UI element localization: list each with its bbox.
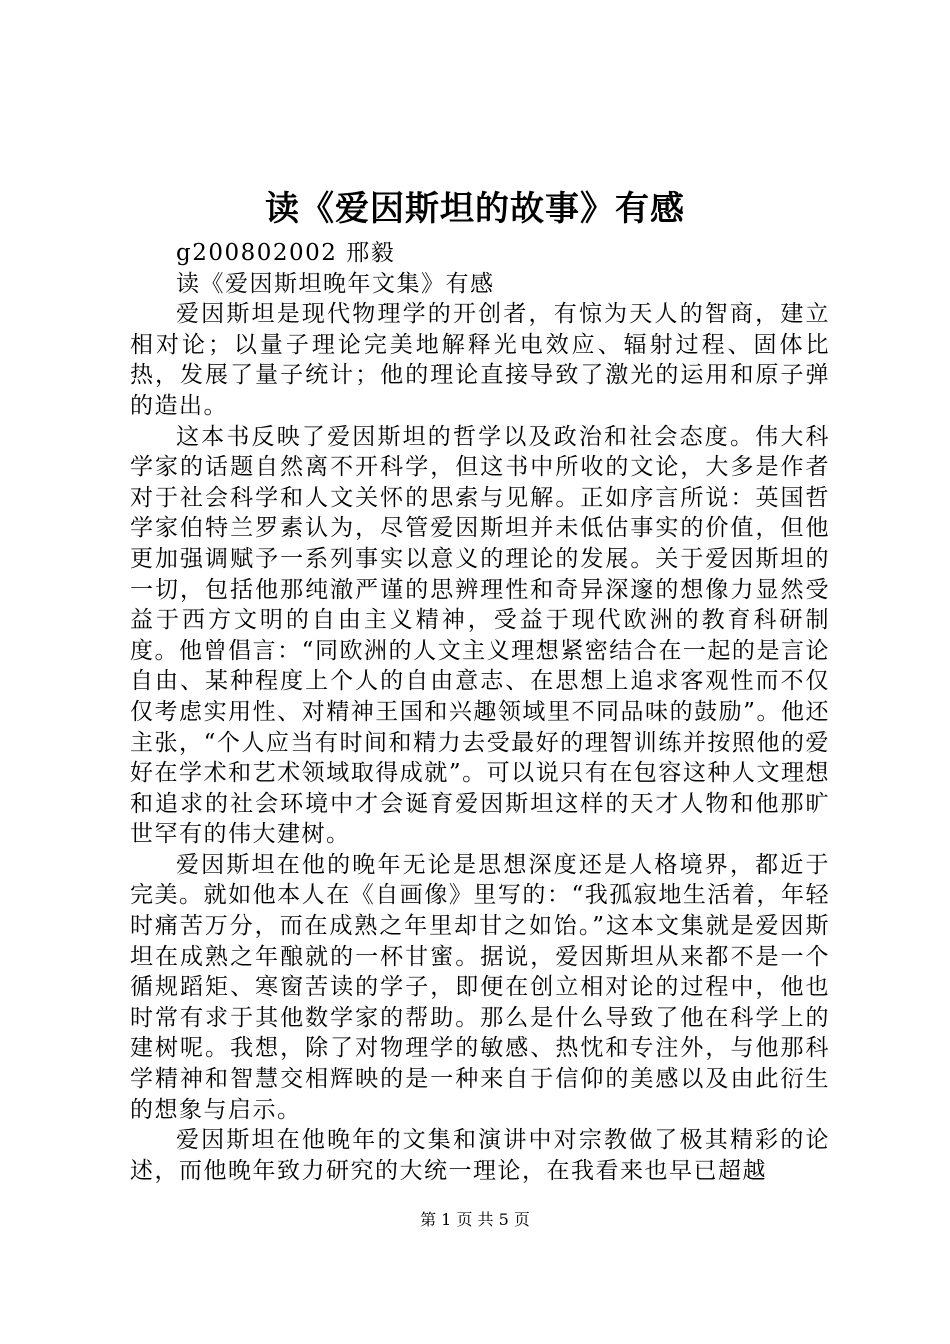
- page-footer: 第 1 页 共 5 页: [420, 1210, 530, 1229]
- paragraph-1: 爱因斯坦是现代物理学的开创者，有惊为天人的智商，建立相对论；以量子理论完美地解释光电效应、辐射过程、固体比热，发展了量子统计；他的理论直接导致了激光的运用和原子弹的造出。: [130, 301, 830, 419]
- author-line: g200802002 邢毅: [176, 240, 396, 266]
- document-title: 读《爱因斯坦的故事》有感: [265, 189, 685, 229]
- paragraph-4: 爱因斯坦在他晚年的文集和演讲中对宗教做了极其精彩的论述，而他晚年致力研究的大统一理论，在我看来也早已超越: [130, 1127, 830, 1184]
- paragraph-3: 爱因斯坦在他的晚年无论是思想深度还是人格境界，都近于完美。就如他本人在《自画像》里写的：“我孤寂地生活着，年轻时痛苦万分，而在成熟之年里却甘之如饴。”这本文集就是爱因斯坦在成熟之年酿就的一杯甘蜜。据说，爱因斯坦从来都不是一个循规蹈矩、寒窗苦读的学子，即便在创立相对论的过程中，他也时常有求于其他数学家的帮助。那么是什么导致了他在科学上的建树呢。我想，除了对物理学的敏感、热忱和专注外，与他那科学精神和智慧交相辉映的是一种来自于信仰的美感以及由此衍生的想象与启示。: [130, 851, 830, 1123]
- document-body: [130, 238, 830, 1186]
- subtitle-line: 读《爱因斯坦晚年文集》有感: [176, 270, 495, 297]
- paragraph-2: 这本书反映了爱因斯坦的哲学以及政治和社会态度。伟大科学家的话题自然离不开科学，但这书中所收的文论，大多是作者对于社会科学和人文关怀的思索与见解。正如序言所说：英国哲学家伯特兰罗素认为，尽管爱因斯坦并未低估事实的价值，但他更加强调赋予一系列事实以意义的理论的发展。关于爱因斯坦的一切，包括他那纯澈严谨的思辨理性和奇异深邃的想像力显然受益于西方文明的自由主义精神，受益于现代欧洲的教育科研制度。他曾倡言：“同欧洲的人文主义理想紧密结合在一起的是言论自由、某种程度上个人的自由意志、在思想上追求客观性而不仅仅考虑实用性、对精神王国和兴趣领域里不同品味的鼓励”。他还主张，“个人应当有时间和精力去受最好的理智训练并按照他的爱好在学术和艺术领域取得成就”。可以说只有在包容这种人文理想和追求的社会环境中才会诞育爱因斯坦这样的天才人物和他那旷世罕有的伟大建树。: [130, 423, 830, 848]
